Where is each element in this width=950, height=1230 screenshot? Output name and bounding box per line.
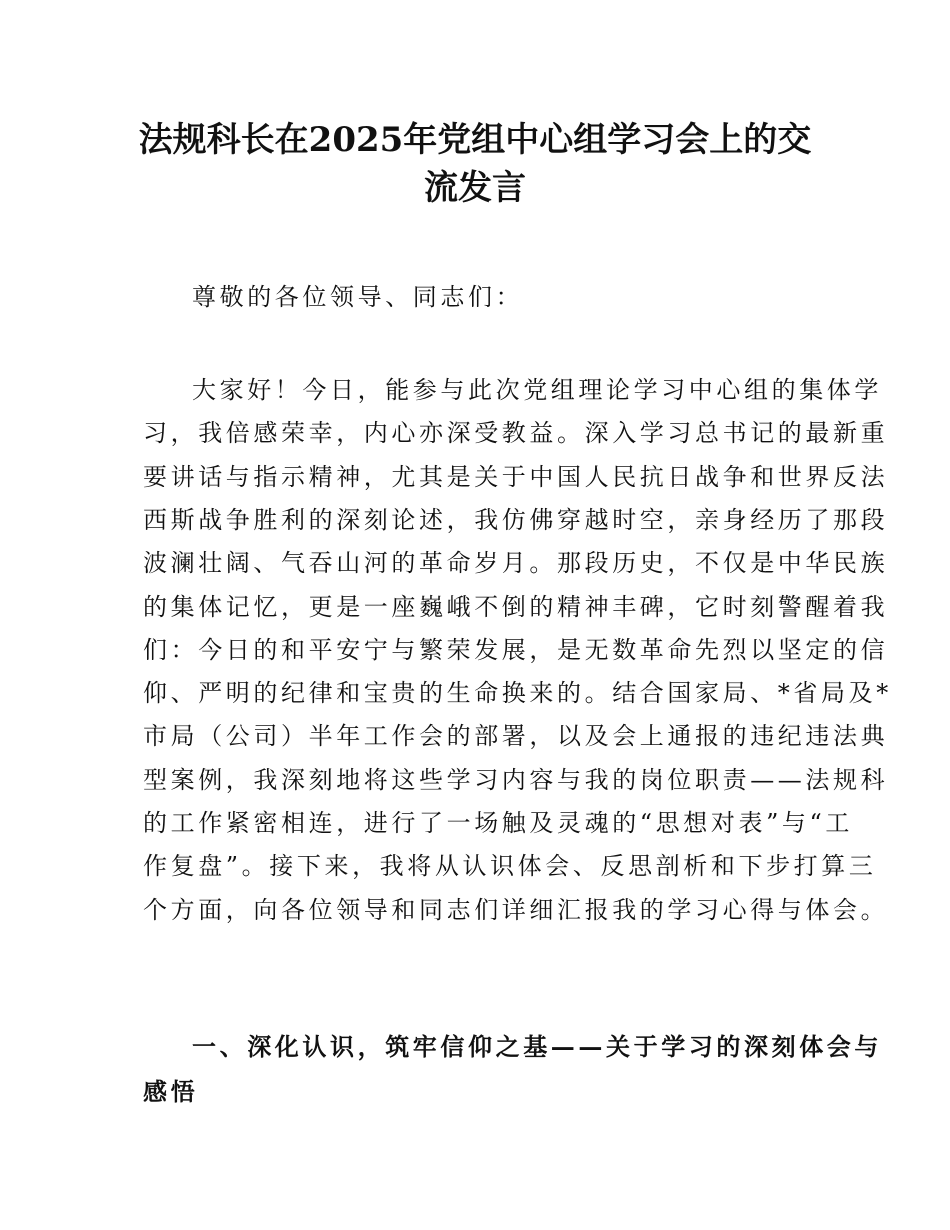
title-line: 法规科长在2025年党组中心组学习会上的交 [138,120,812,160]
paragraph-line: 西斯战争胜利的深刻论述，我仿佛穿越时空，亲身经历了那段 [143,505,889,534]
paragraph-line: 个方面，向各位领导和同志们详细汇报我的学习心得与体会。 [143,895,889,924]
paragraph-line: 市局（公司）半年工作会的部署，以及会上通报的违纪违法典 [143,722,889,751]
paragraph-line: 型案例，我深刻地将这些学习内容与我的岗位职责——法规科 [143,765,889,794]
paragraph-line: 习，我倍感荣幸，内心亦深受教益。深入学习总书记的最新重 [143,419,889,448]
paragraph-line: 要讲话与指示精神，尤其是关于中国人民抗日战争和世界反法 [143,462,889,491]
heading-line: 一、深化认识，筑牢信仰之基——关于学习的深刻体会与 [192,1032,882,1061]
paragraph-line: 大家好！今日，能参与此次党组理论学习中心组的集体学 [192,376,882,404]
paragraph-line: 作复盘”。接下来，我将从认识体会、反思剖析和下步打算三 [143,852,877,881]
paragraph-line: 的工作紧密相连，进行了一场触及灵魂的“思想对表”与“工 [143,809,854,837]
paragraph-line: 的集体记忆，更是一座巍峨不倒的精神丰碑，它时刻警醒着我 [143,592,889,621]
paragraph-line: 们：今日的和平安宁与繁荣发展，是无数革命先烈以坚定的信 [143,635,889,664]
paragraph-line: 仰、严明的纪律和宝贵的生命换来的。结合国家局、*省局及* [143,679,892,708]
paragraph-line: 波澜壮阔、气吞山河的革命岁月。那段历史，不仅是中华民族 [143,549,889,578]
title-line: 流发言 [424,168,526,208]
heading-line: 感悟 [143,1077,199,1106]
salutation: 尊敬的各位领导、同志们： [192,283,524,311]
